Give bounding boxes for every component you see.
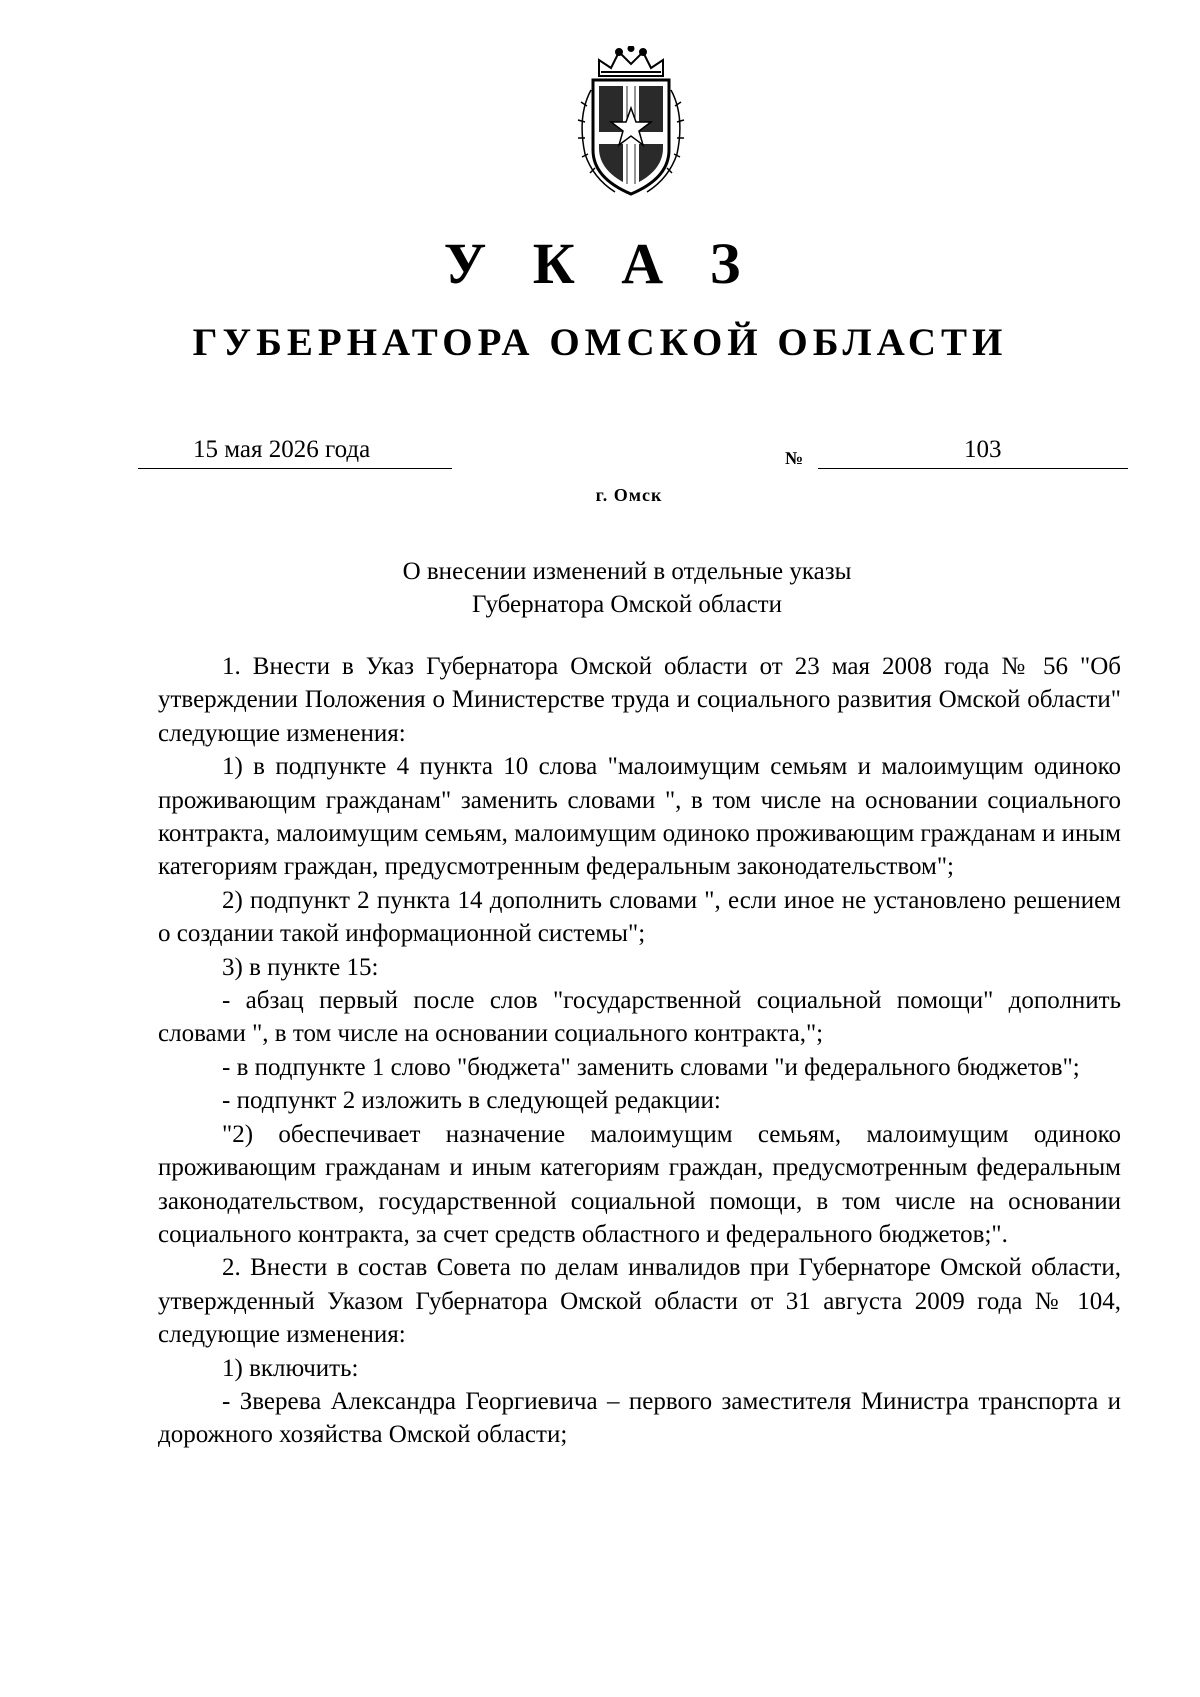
paragraph-2-1-a: - Зверева Александра Георгиевича – первого заместителя Министра транспорта и дорожного хозяйства Омской области; (158, 1387, 1121, 1449)
paragraph-1-3-quote: "2) обеспечивает назначение малоимущим семьям, малоимущим одиноко проживающим гражданам и иным категориям граждан, предусмотренным федеральным законодательством, государственной социальной помощи, в том числе на основании социального контракта, за счет средств областного и федерального бюджетов;". (158, 1120, 1121, 1248)
paragraph-1: 1. Внести в Указ Губернатора Омской области от 23 мая 2008 года № 56 "Об утверждении Положения о Министерстве труда и социального развития Омской области" следующие изменения: (158, 653, 1121, 747)
city-label: г. Омск (595, 485, 663, 505)
decree-date-field (138, 434, 452, 469)
paragraph-1-3: 3) в пункте 15: (222, 953, 379, 981)
paragraph-1-3-b: - в подпункте 1 слово "бюджета" заменить словами "и федерального бюджетов"; (222, 1053, 1080, 1081)
decree-number: 103 (964, 436, 1002, 463)
paragraph-1-3-a: - абзац первый после слов "государственной социальной помощи" дополнить словами ", в том числе на основании социального контракта,"; (158, 987, 1121, 1048)
decree-title: У К А З (443, 231, 757, 296)
paragraph-1-2: 2) подпункт 2 пункта 14 дополнить словами ", если иное не установлено решением о создании такой информационной системы"; (158, 886, 1121, 948)
issuer-title: ГУБЕРНАТОРА ОМСКОЙ ОБЛАСТИ (192, 321, 1008, 364)
decree-subject (0, 555, 1200, 621)
paragraph-1-3-c: - подпункт 2 изложить в следующей редакции: (222, 1087, 721, 1115)
coat-of-arms-emblem (571, 46, 691, 198)
number-sign: № (785, 448, 804, 468)
subject-line-2: Губернатора Омской области (472, 591, 782, 618)
subject-line-1: О внесении изменений в отдельные указы (402, 558, 852, 585)
decree-number-field (818, 434, 1128, 469)
decree-date: 15 мая 2026 года (193, 436, 371, 463)
decree-body (158, 650, 1121, 1452)
paragraph-2-1: 1) включить: (222, 1354, 359, 1382)
paragraph-2: 2. Внести в состав Совета по делам инвалидов при Губернаторе Омской области, утвержденный Указом Губернатора Омской области от 31 августа 2009 года № 104, следующие изменения: (158, 1254, 1121, 1349)
paragraph-1-1: 1) в подпункте 4 пункта 10 слова "малоимущим семьям и малоимущим одиноко проживающим гражданам" заменить словами ", в том числе на основании социального контракта, малоимущим семьям, малоимущим одиноко проживающим гражданам и иным категориям граждан, предусмотренным федеральным законодательством"; (158, 753, 1121, 881)
